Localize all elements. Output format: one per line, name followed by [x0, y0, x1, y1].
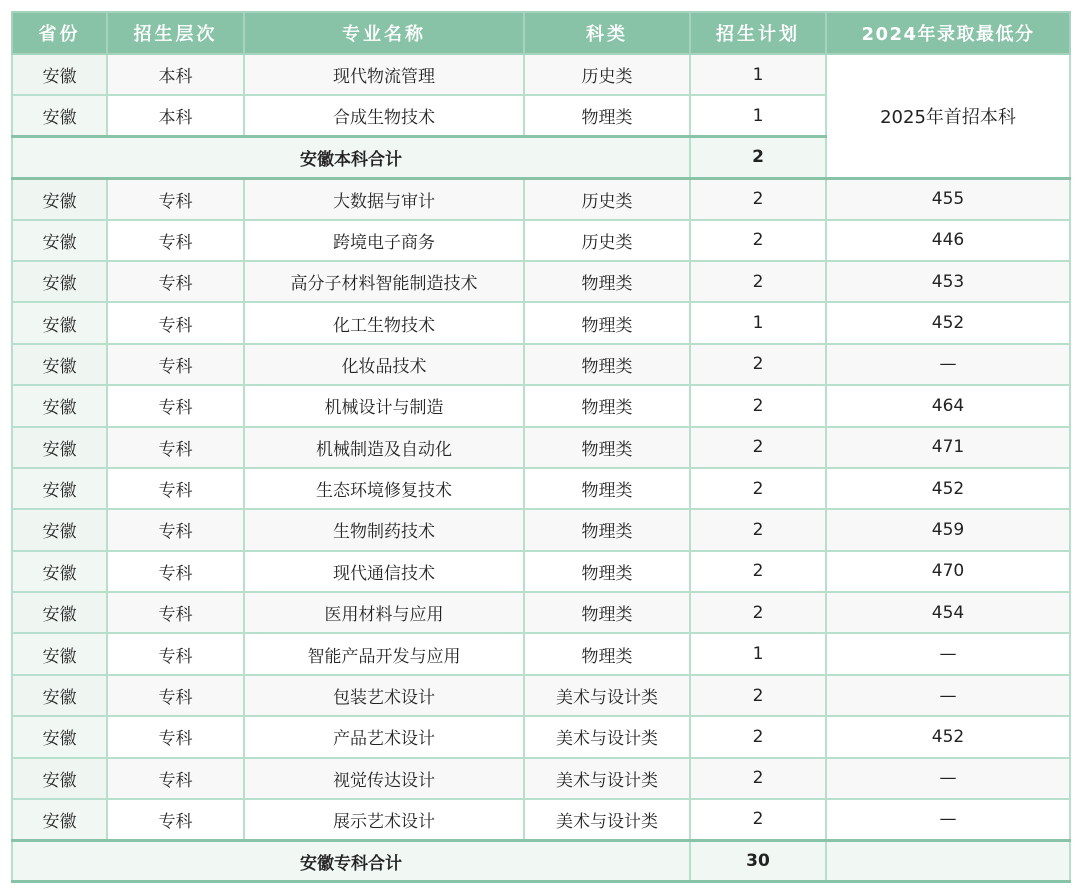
category-cell: 历史类 [524, 178, 690, 219]
province-cell: 安徽 [12, 716, 107, 757]
plan-cell: 2 [690, 551, 826, 592]
level-cell: 专科 [107, 261, 244, 302]
score-cell: 455 [826, 178, 1070, 219]
category-cell: 美术与设计类 [524, 675, 690, 716]
plan-cell: 2 [690, 468, 826, 509]
level-cell: 专科 [107, 178, 244, 219]
score-cell: 452 [826, 302, 1070, 343]
province-cell: 安徽 [12, 385, 107, 426]
category-cell: 物理类 [524, 95, 690, 136]
major-cell: 包装艺术设计 [244, 675, 524, 716]
major-cell: 高分子材料智能制造技术 [244, 261, 524, 302]
major-cell: 跨境电子商务 [244, 220, 524, 261]
level-cell: 专科 [107, 633, 244, 674]
major-cell: 生态环境修复技术 [244, 468, 524, 509]
province-cell: 安徽 [12, 54, 107, 95]
score-cell: — [826, 758, 1070, 799]
major-cell: 展示艺术设计 [244, 799, 524, 840]
major-cell: 大数据与审计 [244, 178, 524, 219]
level-cell: 专科 [107, 799, 244, 840]
province-cell: 安徽 [12, 178, 107, 219]
plan-cell: 2 [690, 385, 826, 426]
level-cell: 专科 [107, 592, 244, 633]
subtotal-score-empty [826, 840, 1070, 881]
table-row [12, 302, 1070, 343]
table-row [12, 675, 1070, 716]
category-cell: 物理类 [524, 261, 690, 302]
table-row [12, 551, 1070, 592]
level-cell: 专科 [107, 385, 244, 426]
category-cell: 物理类 [524, 427, 690, 468]
category-cell: 历史类 [524, 220, 690, 261]
plan-cell: 1 [690, 302, 826, 343]
table-row [12, 633, 1070, 674]
table-row [12, 178, 1070, 219]
level-cell: 专科 [107, 344, 244, 385]
score-cell: 452 [826, 468, 1070, 509]
header-min-score: 2024年录取最低分 [826, 12, 1070, 54]
plan-cell: 2 [690, 261, 826, 302]
zhuanke-section [12, 178, 1070, 840]
level-cell: 专科 [107, 302, 244, 343]
province-cell: 安徽 [12, 675, 107, 716]
level-cell: 专科 [107, 427, 244, 468]
table-row [12, 592, 1070, 633]
major-cell: 化工生物技术 [244, 302, 524, 343]
province-cell: 安徽 [12, 468, 107, 509]
score-cell: — [826, 799, 1070, 840]
score-cell: 459 [826, 509, 1070, 550]
major-cell: 机械设计与制造 [244, 385, 524, 426]
level-cell: 专科 [107, 551, 244, 592]
table-row [12, 758, 1070, 799]
major-cell: 智能产品开发与应用 [244, 633, 524, 674]
admission-plan-table [11, 11, 1071, 883]
level-cell: 专科 [107, 509, 244, 550]
province-cell: 安徽 [12, 551, 107, 592]
score-cell: 454 [826, 592, 1070, 633]
category-cell: 美术与设计类 [524, 799, 690, 840]
major-cell: 合成生物技术 [244, 95, 524, 136]
table-row [12, 799, 1070, 840]
score-cell: — [826, 633, 1070, 674]
major-cell: 现代物流管理 [244, 54, 524, 95]
province-cell: 安徽 [12, 633, 107, 674]
category-cell: 物理类 [524, 551, 690, 592]
plan-cell: 2 [690, 758, 826, 799]
category-cell: 美术与设计类 [524, 716, 690, 757]
plan-cell: 2 [690, 344, 826, 385]
plan-cell: 2 [690, 509, 826, 550]
subtotal-plan: 2 [690, 137, 826, 178]
score-cell: — [826, 675, 1070, 716]
category-cell: 物理类 [524, 468, 690, 509]
header-row [12, 12, 1070, 54]
province-cell: 安徽 [12, 592, 107, 633]
plan-cell: 2 [690, 427, 826, 468]
major-cell: 现代通信技术 [244, 551, 524, 592]
header-category: 科类 [524, 12, 690, 54]
category-cell: 物理类 [524, 302, 690, 343]
subtotal-label: 安徽专科合计 [12, 840, 690, 881]
province-cell: 安徽 [12, 261, 107, 302]
subtotal-row-zhuanke [12, 840, 1070, 881]
level-cell: 本科 [107, 95, 244, 136]
province-cell: 安徽 [12, 799, 107, 840]
table-row [12, 261, 1070, 302]
table-row [12, 427, 1070, 468]
category-cell: 物理类 [524, 385, 690, 426]
score-cell: 464 [826, 385, 1070, 426]
table-row [12, 468, 1070, 509]
province-cell: 安徽 [12, 427, 107, 468]
plan-cell: 2 [690, 675, 826, 716]
score-cell: 446 [826, 220, 1070, 261]
header-plan: 招生计划 [690, 12, 826, 54]
table-row [12, 220, 1070, 261]
plan-cell: 2 [690, 592, 826, 633]
plan-cell: 2 [690, 799, 826, 840]
header-province: 省份 [12, 12, 107, 54]
province-cell: 安徽 [12, 302, 107, 343]
merged-score-cell: 2025年首招本科 [826, 54, 1070, 178]
category-cell: 历史类 [524, 54, 690, 95]
score-cell: — [826, 344, 1070, 385]
province-cell: 安徽 [12, 95, 107, 136]
category-cell: 物理类 [524, 633, 690, 674]
subtotal-plan: 30 [690, 840, 826, 881]
plan-cell: 1 [690, 54, 826, 95]
category-cell: 物理类 [524, 344, 690, 385]
major-cell: 视觉传达设计 [244, 758, 524, 799]
province-cell: 安徽 [12, 509, 107, 550]
plan-cell: 2 [690, 716, 826, 757]
subtotal-label: 安徽本科合计 [12, 137, 690, 178]
score-cell: 470 [826, 551, 1070, 592]
category-cell: 物理类 [524, 592, 690, 633]
level-cell: 专科 [107, 468, 244, 509]
major-cell: 产品艺术设计 [244, 716, 524, 757]
table-row [12, 716, 1070, 757]
header-major: 专业名称 [244, 12, 524, 54]
province-cell: 安徽 [12, 220, 107, 261]
table-row [12, 344, 1070, 385]
level-cell: 专科 [107, 220, 244, 261]
level-cell: 专科 [107, 716, 244, 757]
plan-cell: 1 [690, 633, 826, 674]
major-cell: 医用材料与应用 [244, 592, 524, 633]
score-cell: 471 [826, 427, 1070, 468]
score-cell: 453 [826, 261, 1070, 302]
score-cell: 452 [826, 716, 1070, 757]
admission-plan-table-container [11, 11, 1069, 883]
level-cell: 专科 [107, 758, 244, 799]
major-cell: 生物制药技术 [244, 509, 524, 550]
level-cell: 专科 [107, 675, 244, 716]
plan-cell: 2 [690, 178, 826, 219]
plan-cell: 1 [690, 95, 826, 136]
province-cell: 安徽 [12, 758, 107, 799]
major-cell: 化妆品技术 [244, 344, 524, 385]
header-level: 招生层次 [107, 12, 244, 54]
table-row [12, 54, 1070, 95]
province-cell: 安徽 [12, 344, 107, 385]
table-row [12, 385, 1070, 426]
category-cell: 美术与设计类 [524, 758, 690, 799]
category-cell: 物理类 [524, 509, 690, 550]
major-cell: 机械制造及自动化 [244, 427, 524, 468]
level-cell: 本科 [107, 54, 244, 95]
plan-cell: 2 [690, 220, 826, 261]
table-row [12, 509, 1070, 550]
